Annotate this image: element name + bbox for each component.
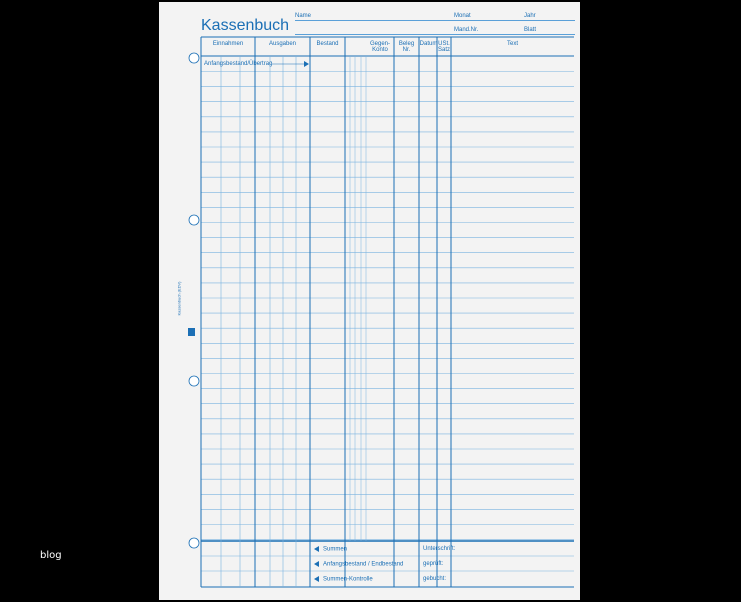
col-beleg-2: Nr. bbox=[402, 47, 411, 53]
mand-label: Mand.Nr. bbox=[454, 27, 479, 33]
col-beleg-1: Beleg bbox=[398, 41, 415, 47]
arrow-left-icon bbox=[314, 546, 319, 552]
sidebar-text: Kassenbuch (EDV) bbox=[176, 281, 182, 316]
footer-unterschrift: Unterschrift: bbox=[423, 546, 456, 552]
watermark-text: blog bbox=[40, 550, 62, 561]
footer-gebucht: gebucht: bbox=[423, 576, 447, 582]
punch-hole bbox=[189, 538, 199, 548]
col-bestand: Bestand bbox=[316, 41, 339, 47]
arrow-left-icon bbox=[314, 561, 319, 567]
footer-kontrolle: Summen-Kontrolle bbox=[314, 576, 373, 583]
blatt-label: Blatt bbox=[524, 27, 537, 33]
arrow-left-icon bbox=[314, 576, 319, 582]
anfangsbestand-label: Anfangsbestand/Übertrag bbox=[204, 61, 273, 67]
footer-anfang-end: Anfangsbestand / Endbestand bbox=[314, 561, 403, 568]
col-text: Text bbox=[506, 41, 518, 47]
name-label: Name bbox=[295, 13, 312, 19]
col-gegen-2: Konto bbox=[372, 47, 388, 53]
col-einnahmen: Einnahmen bbox=[212, 41, 244, 47]
sidebar-brand bbox=[176, 262, 196, 340]
col-gegen-1: Gegen- bbox=[369, 41, 390, 47]
col-ausgaben: Ausgaben bbox=[268, 41, 297, 47]
mand-line bbox=[295, 34, 575, 35]
jahr-label: Jahr bbox=[524, 13, 536, 19]
col-ust-1: USt. bbox=[438, 41, 450, 47]
footer-geprueft: geprüft: bbox=[423, 561, 444, 567]
punch-hole bbox=[189, 215, 199, 225]
footer-summen: Summen bbox=[314, 546, 347, 553]
monat-label: Monat bbox=[454, 13, 471, 19]
punch-hole bbox=[189, 53, 199, 63]
page-title: Kassenbuch bbox=[201, 17, 290, 34]
logo-icon bbox=[188, 328, 195, 336]
arrow-right-icon bbox=[304, 61, 309, 67]
punch-hole bbox=[189, 376, 199, 386]
name-line bbox=[295, 20, 575, 21]
col-datum: Datum bbox=[419, 41, 438, 47]
col-ust-2: Satz bbox=[437, 47, 450, 53]
